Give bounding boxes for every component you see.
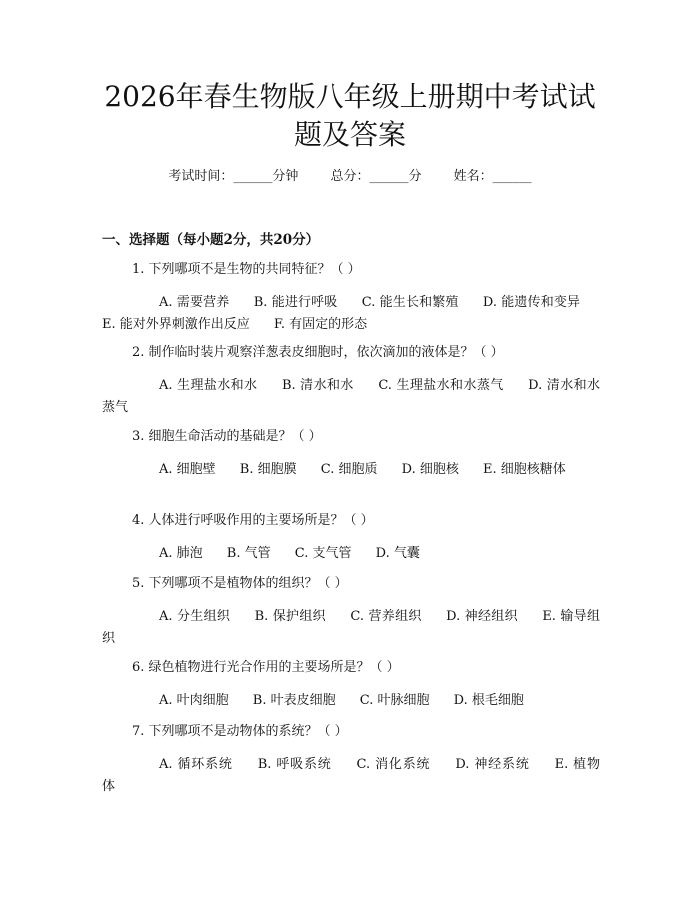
option-b: B. 清水和水 — [281, 378, 354, 393]
option-b: B. 细胞膜 — [239, 462, 297, 477]
question-7 — [102, 721, 600, 798]
question-options — [102, 690, 600, 712]
option-e: E. 植物体 — [102, 757, 600, 794]
question-options — [102, 375, 600, 419]
option-d: D. 根毛细胞 — [453, 693, 524, 708]
option-b: B. 叶表皮细胞 — [252, 693, 336, 708]
question-options — [102, 292, 600, 336]
option-c: C. 支气管 — [294, 546, 352, 561]
option-b: B. 气管 — [226, 546, 271, 561]
question-6 — [102, 657, 600, 712]
option-c: C. 叶脉细胞 — [359, 693, 430, 708]
question-3 — [102, 426, 600, 481]
question-2 — [102, 342, 600, 419]
question-5 — [102, 573, 600, 650]
question-options — [102, 459, 600, 481]
option-a: A. 细胞壁 — [159, 462, 216, 477]
student-name: 姓名：______ — [453, 169, 532, 184]
option-c: C. 消化系统 — [356, 757, 431, 772]
option-a: A. 生理盐水和水 — [159, 378, 258, 393]
option-c: C. 细胞质 — [320, 462, 378, 477]
option-d: D. 神经组织 — [446, 609, 518, 624]
option-d: D. 神经系统 — [455, 757, 530, 772]
question-text: 1. 下列哪项不是生物的共同特征？（ ） — [132, 262, 361, 277]
option-c: C. 能生长和繁殖 — [361, 295, 459, 310]
option-e: E. 输导组织 — [102, 609, 600, 646]
option-a: A. 循环系统 — [159, 757, 233, 772]
option-c: C. 营养组织 — [350, 609, 422, 624]
question-text: 7. 下列哪项不是动物体的系统？（ ） — [132, 724, 348, 739]
option-c: C. 生理盐水和水蒸气 — [378, 378, 504, 393]
exam-time: 考试时间：______分钟 — [168, 169, 299, 184]
total-score: 总分：______分 — [330, 169, 422, 184]
question-options — [102, 543, 600, 565]
option-d: D. 气囊 — [375, 546, 420, 561]
option-d: D. 能遗传和变异 — [482, 295, 581, 310]
exam-meta — [0, 168, 700, 186]
section-heading: 一、选择题（每小题2分，共20分） — [102, 232, 320, 248]
option-b: B. 呼吸系统 — [257, 757, 332, 772]
option-e: E. 能对外界刺激作出反应 — [102, 317, 250, 332]
question-options — [102, 754, 600, 798]
question-text: 4. 人体进行呼吸作用的主要场所是？（ ） — [132, 513, 374, 528]
question-text: 2. 制作临时装片观察洋葱表皮细胞时，依次滴加的液体是？（ ） — [132, 345, 504, 360]
option-b: B. 保护组织 — [254, 609, 326, 624]
option-f: F. 有固定的形态 — [273, 317, 368, 332]
question-text: 6. 绿色植物进行光合作用的主要场所是？（ ） — [132, 660, 400, 675]
option-d: D. 清水和水蒸气 — [102, 378, 600, 415]
question-options — [102, 606, 600, 650]
option-a: A. 需要营养 — [159, 295, 230, 310]
question-1 — [102, 259, 600, 336]
option-e: E. 细胞核糖体 — [483, 462, 566, 477]
option-d: D. 细胞核 — [401, 462, 459, 477]
option-b: B. 能进行呼吸 — [253, 295, 338, 310]
question-text: 3. 细胞生命活动的基础是？（ ） — [132, 429, 322, 444]
option-a: A. 肺泡 — [159, 546, 203, 561]
option-a: A. 叶肉细胞 — [159, 693, 229, 708]
question-4 — [102, 510, 600, 565]
question-text: 5. 下列哪项不是植物体的组织？（ ） — [132, 576, 348, 591]
option-a: A. 分生组织 — [159, 609, 231, 624]
document-title: 2026年春生物版八年级上册期中考试试题及答案 — [104, 80, 596, 151]
